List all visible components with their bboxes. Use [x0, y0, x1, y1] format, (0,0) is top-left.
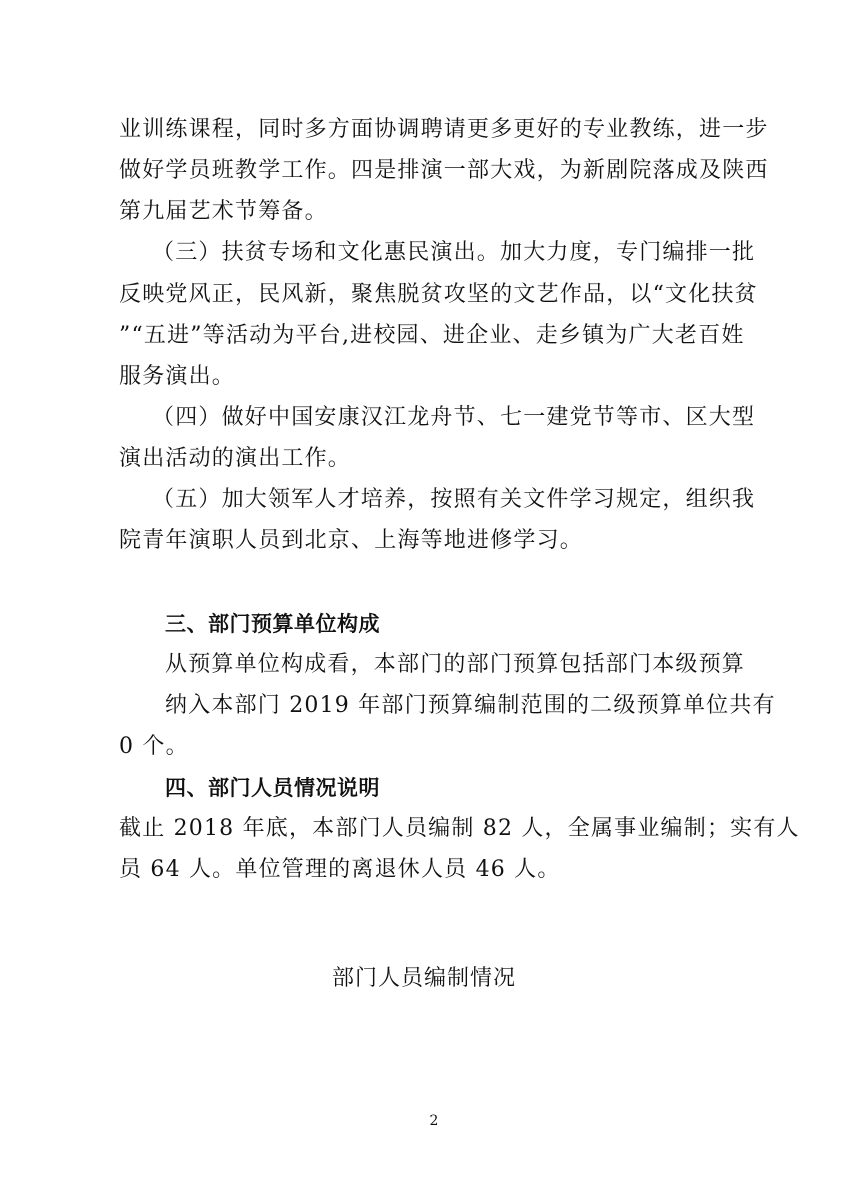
training-line-3: 第九届艺术节筹备。	[119, 199, 328, 224]
section-4-line-2: 员 64 人。单位管理的离退休人员 46 人。	[119, 857, 561, 882]
item-4-line-1: （四）做好中国安康汉江龙舟节、七一建党节等市、区大型	[152, 405, 756, 430]
training-line-1: 业训练课程，同时多方面协调聘请更多更好的专业教练，进一步	[119, 117, 769, 142]
section-3-line-2: 纳入本部门 2019 年部门预算编制范围的二级预算单位共有	[165, 693, 776, 718]
table-caption: 部门人员编制情况	[331, 966, 516, 991]
section-3-heading: 三、部门预算单位构成	[165, 612, 380, 636]
item-3-line-3: ”“五进”等活动为平台,进校园、进企业、走乡镇为广大老百姓	[119, 323, 745, 348]
item-3-line-4: 服务演出。	[119, 364, 236, 389]
section-4-line-1: 截止 2018 年底，本部门人员编制 82 人，全属事业编制；实有人	[119, 816, 800, 841]
item-3-line-1: （三）扶贫专场和文化惠民演出。加大力度，专门编排一批	[152, 240, 756, 265]
item-3-line-2: 反映党风正，民风新，聚焦脱贫攻坚的文艺作品，以“文化扶贫	[119, 282, 758, 307]
section-3-line-3: 0 个。	[119, 734, 189, 759]
training-line-2: 做好学员班教学工作。四是排演一部大戏，为新剧院落成及陕西	[119, 158, 769, 183]
section-4-heading: 四、部门人员情况说明	[165, 776, 380, 800]
item-4-line-2: 演出活动的演出工作。	[119, 446, 352, 471]
item-5-line-2: 院青年演职人员到北京、上海等地进修学习。	[119, 528, 584, 553]
section-3-line-1: 从预算单位构成看，本部门的部门预算包括部门本级预算	[165, 652, 746, 677]
item-5-line-1: （五）加大领军人才培养，按照有关文件学习规定，组织我	[152, 487, 756, 512]
page-number: 2	[429, 1113, 439, 1129]
